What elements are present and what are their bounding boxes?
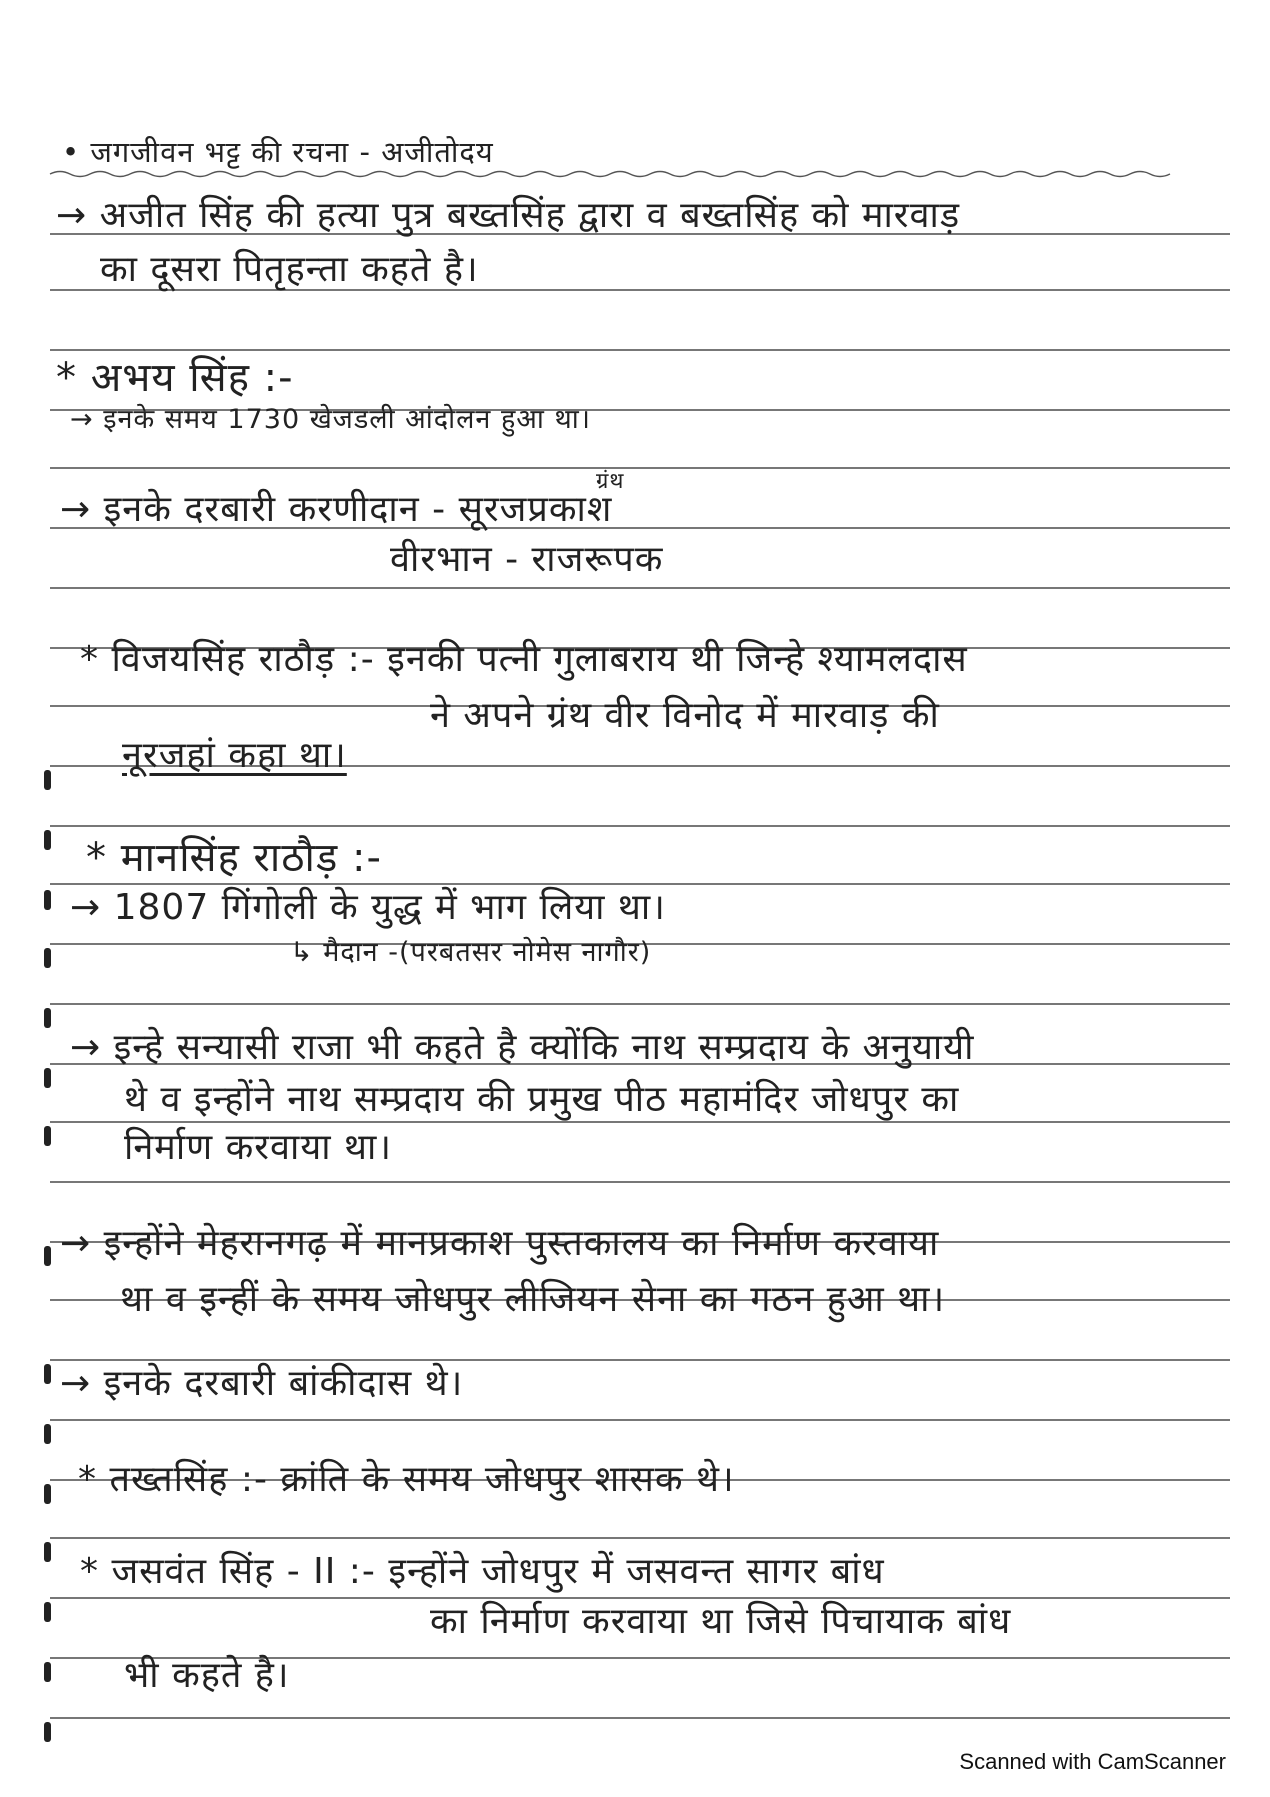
vijay-line-2: ने अपने ग्रंथ वीर विनोद में मारवाड़ की [430, 695, 940, 736]
abhay-granth-label: ग्रंथ [596, 469, 625, 494]
margin-mark [44, 1484, 51, 1504]
man-line-8: → इनके दरबारी बांकीदास थे। [60, 1363, 464, 1404]
man-line-7: था व इन्हीं के समय जोधपुर लीजियन सेना का गठन हुआ था। [120, 1279, 946, 1320]
margin-mark [44, 1364, 51, 1384]
margin-mark [44, 1424, 51, 1444]
margin-mark [44, 1662, 51, 1682]
takht-line-1: * तख्तसिंह :- क्रांति के समय जोधपुर शासक थे। [78, 1459, 735, 1500]
margin-mark [44, 1602, 51, 1622]
man-line-5: निर्माण करवाया था। [124, 1127, 392, 1168]
man-line-6: → इन्होंने मेहरानगढ़ में मानप्रकाश पुस्तकालय का निर्माण करवाया [60, 1223, 940, 1264]
man-line-3: → इन्हे सन्यासी राजा भी कहते है क्योंकि नाथ सम्प्रदाय के अनुयायी [70, 1027, 975, 1068]
abhay-line-1: → इनके समय 1730 खेजडली आंदोलन हुआ था। [70, 404, 591, 435]
margin-mark [44, 1722, 51, 1742]
margin-mark [44, 1542, 51, 1562]
man-heading: * मानसिंह राठौड़ :- [86, 835, 382, 881]
man-line-1: → 1807 गिंगोली के युद्ध में भाग लिया था। [70, 887, 666, 928]
ajit-line-2: का दूसरा पितृहन्ता कहते है। [100, 249, 479, 290]
margin-mark [44, 1126, 51, 1146]
abhay-line-2: → इनके दरबारी करणीदान - सूरजप्रकाश [60, 489, 613, 530]
jaswant-line-3: भी कहते है। [124, 1655, 290, 1696]
vijay-line-1: * विजयसिंह राठौड़ :- इनकी पत्नी गुलाबराय थी जिन्हे श्यामलदास [80, 639, 968, 680]
margin-mark [44, 948, 51, 968]
header-wavy-underline [50, 172, 1170, 177]
margin-mark [44, 830, 51, 850]
margin-mark [44, 1008, 51, 1028]
man-line-4: थे व इन्होंने नाथ सम्प्रदाय की प्रमुख पीठ महामंदिर जोधपुर का [124, 1079, 960, 1120]
margin-mark [44, 1246, 51, 1266]
scanner-watermark: Scanned with CamScanner [959, 1749, 1226, 1774]
abhay-line-3: वीरभान - राजरूपक [390, 539, 664, 580]
ajit-line-1: → अजीत सिंह की हत्या पुत्र बख्तसिंह द्वारा व बख्तसिंह को मारवाड़ [56, 195, 961, 236]
margin-mark [44, 1068, 51, 1088]
jaswant-line-1: * जसवंत सिंह - II :- इन्होंने जोधपुर में जसवन्त सागर बांध [80, 1551, 885, 1592]
margin-mark [44, 770, 51, 790]
abhay-heading: * अभय सिंह :- [56, 355, 294, 401]
margin-mark [44, 890, 51, 910]
jaswant-line-2: का निर्माण करवाया था जिसे पिचायाक बांध [430, 1601, 1012, 1642]
man-line-2: ↳ मैदान -(परबतसर नोमेस नागौर) [290, 937, 652, 968]
vijay-line-3: नूरजहां कहा था। [122, 735, 347, 776]
header-note: • जगजीवन भट्ट की रचना - अजीतोदय [62, 135, 494, 169]
